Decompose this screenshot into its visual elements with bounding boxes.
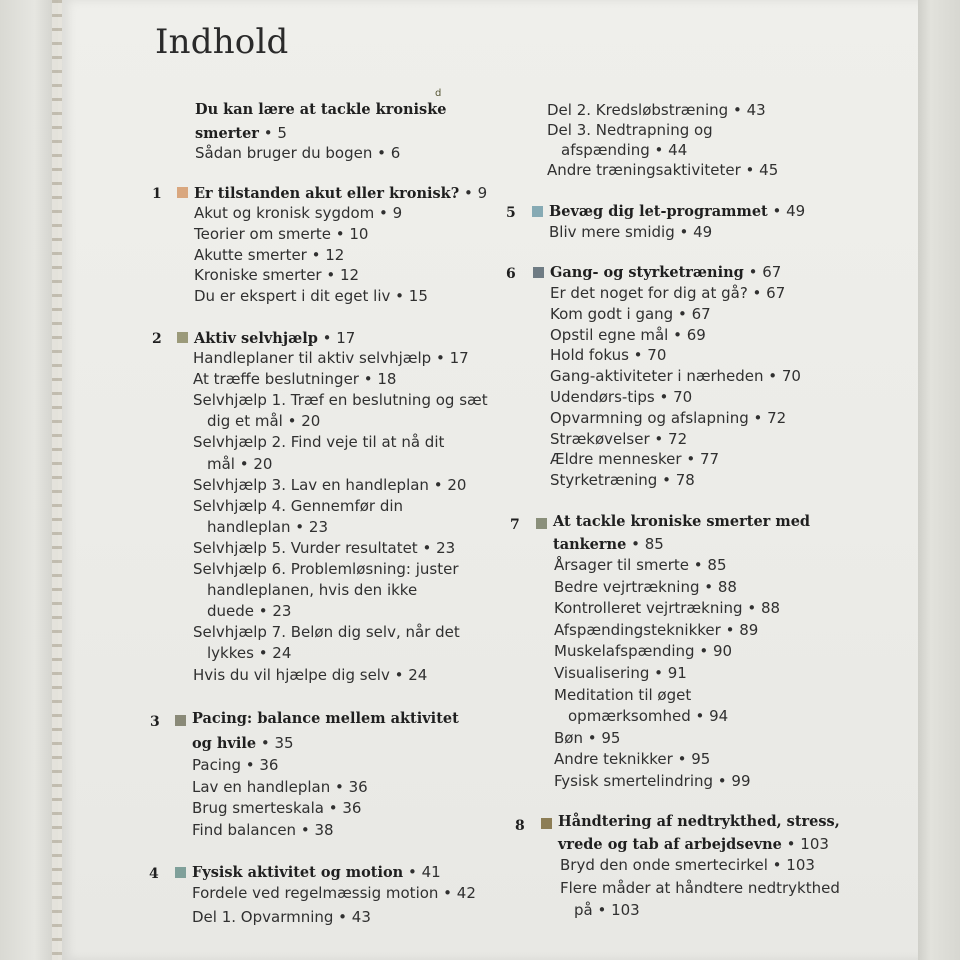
- toc-entry: Kontrolleret vejrtrækning • 88: [554, 599, 781, 618]
- toc-entry: duede • 23: [207, 602, 292, 621]
- toc-entry: lykkes • 24: [207, 644, 292, 663]
- toc-entry: Fysisk smertelindring • 99: [554, 772, 751, 790]
- toc-entry: handleplan • 23: [207, 517, 328, 536]
- toc-entry: handleplanen, hvis den ikke: [207, 581, 418, 600]
- toc-entry: Del 1. Opvarmning • 43: [192, 907, 371, 926]
- toc-entry: Meditation til øget: [554, 685, 692, 704]
- chapter-2-number: 2: [152, 331, 162, 347]
- toc-entry: afspænding • 44: [561, 141, 688, 159]
- page-title: Indhold: [155, 22, 289, 62]
- chapter-6-number: 6: [506, 266, 516, 282]
- chapter-6-page: 67: [762, 263, 782, 281]
- chapter-7-title-line1: At tackle kroniske smerter med: [553, 513, 811, 530]
- toc-entry: Pacing • 36: [192, 756, 279, 774]
- intro-sub: Sådan bruger du bogen • 6: [195, 144, 401, 162]
- chapter-5-page: 49: [786, 202, 806, 220]
- chapter-7-title-text: tankerne: [553, 536, 627, 553]
- toc-entry: Hold fokus • 70: [550, 346, 667, 365]
- chapter-6-color-square: [533, 267, 544, 278]
- toc-entry: Andre træningsaktiviteter • 45: [547, 161, 779, 179]
- toc-entry: Opvarmning og afslapning • 72: [550, 408, 787, 427]
- chapter-3-title-line1: Pacing: balance mellem aktivitet: [192, 710, 459, 727]
- toc-entry: Teorier om smerte • 10: [194, 224, 369, 243]
- chapter-4-title: Fysisk aktivitet og motion • 41: [192, 863, 441, 881]
- toc-entry: Gang-aktiviteter i nærheden • 70: [550, 367, 801, 386]
- chapter-8-page: 103: [800, 835, 829, 853]
- chapter-8-number: 8: [515, 818, 525, 834]
- toc-entry: Styrketræning • 78: [550, 471, 695, 490]
- toc-entry: mål • 20: [207, 454, 273, 473]
- chapter-6-title: Gang- og styrketræning • 67: [550, 263, 782, 281]
- toc-entry: Strækøvelser • 72: [550, 429, 688, 448]
- chapter-4-page: 41: [421, 863, 441, 881]
- intro-heading-page: 5: [277, 124, 287, 142]
- chapter-8-title-line1: Håndtering af nedtrykthed, stress,: [558, 813, 840, 830]
- toc-entry: Udendørs-tips • 70: [550, 388, 693, 406]
- ink-mark: ⅾ: [435, 88, 442, 99]
- chapter-7-page: 85: [644, 535, 664, 553]
- toc-entry: Hvis du vil hjælpe dig selv • 24: [193, 665, 428, 684]
- right-page-edge: [918, 0, 960, 960]
- chapter-6-title-text: Gang- og styrketræning: [550, 264, 744, 281]
- toc-entry: Muskelafspænding • 90: [554, 642, 733, 661]
- left-page-edge: [0, 0, 58, 960]
- toc-entry: Find balancen • 38: [192, 821, 334, 840]
- chapter-1-number: 1: [152, 186, 162, 202]
- intro-sub-page: 6: [390, 144, 401, 162]
- chapter-7-color-square: [536, 518, 547, 529]
- toc-entry: Del 3. Nedtrapning og: [547, 121, 713, 139]
- toc-entry: Bedre vejrtrækning • 88: [554, 577, 737, 596]
- chapter-3-title-text: og hvile: [192, 735, 257, 752]
- chapter-1-color-square: [177, 187, 188, 198]
- toc-entry: Ældre mennesker • 77: [550, 450, 720, 469]
- chapter-1-page: 9: [477, 184, 488, 202]
- toc-entry: Årsager til smerte • 85: [554, 556, 727, 574]
- toc-entry: Bliv mere smidig • 49: [549, 223, 713, 241]
- toc-entry: Handleplaner til aktiv selvhjælp • 17: [193, 349, 469, 367]
- chapter-4-number: 4: [149, 866, 159, 882]
- chapter-2-title-text: Aktiv selvhjælp: [194, 330, 318, 347]
- chapter-5-title: Bevæg dig let-programmet • 49: [549, 202, 806, 220]
- toc-entry: opmærksomhed • 94: [568, 707, 729, 726]
- toc-entry: Kroniske smerter • 12: [194, 266, 360, 285]
- toc-entry: At træffe beslutninger • 18: [193, 370, 397, 389]
- toc-entry: Kom godt i gang • 67: [550, 304, 711, 323]
- toc-entry: Visualisering • 91: [554, 664, 687, 682]
- chapter-3-title-line2: og hvile • 35: [192, 734, 294, 752]
- toc-entry: Afspændingsteknikker • 89: [554, 620, 759, 639]
- toc-entry: Akut og kronisk sygdom • 9: [194, 204, 403, 222]
- toc-entry: Opstil egne mål • 69: [550, 325, 706, 344]
- chapter-1-title: Er tilstanden akut eller kronisk? • 9: [194, 184, 488, 202]
- toc-entry: Selvhjælp 6. Problemløsning: juster: [193, 560, 459, 578]
- chapter-4-title-text: Fysisk aktivitet og motion: [192, 864, 404, 881]
- toc-entry: dig et mål • 20: [207, 412, 321, 431]
- toc-entry: Selvhjælp 3. Lav en handleplan • 20: [193, 475, 467, 494]
- toc-entry: Er det noget for dig at gå? • 67: [550, 284, 786, 302]
- chapter-2-color-square: [177, 332, 188, 343]
- chapter-2-page: 17: [336, 329, 356, 347]
- toc-entry: på • 103: [574, 901, 640, 919]
- chapter-7-title-line2: tankerne • 85: [553, 535, 664, 553]
- toc-entry: Selvhjælp 7. Beløn dig selv, når det: [193, 623, 460, 642]
- toc-entry: Andre teknikker • 95: [554, 750, 711, 769]
- toc-entry: Flere måder at håndtere nedtrykthed: [560, 878, 840, 897]
- toc-entry: Du er ekspert i dit eget liv • 15: [194, 287, 428, 306]
- chapter-5-number: 5: [506, 205, 516, 221]
- toc-entry: Akutte smerter • 12: [194, 245, 345, 264]
- toc-entry: Bøn • 95: [554, 728, 621, 747]
- toc-entry: Fordele ved regelmæssig motion • 42: [192, 884, 476, 902]
- chapter-8-title-line2: vrede og tab af arbejdsevne • 103: [558, 835, 829, 853]
- intro-heading-line2: smerter • 5: [195, 124, 287, 142]
- chapter-3-number: 3: [150, 714, 160, 730]
- toc-entry: Brug smerteskala • 36: [192, 799, 362, 818]
- chapter-8-title-text: vrede og tab af arbejdsevne: [558, 836, 782, 853]
- chapter-7-number: 7: [510, 517, 520, 533]
- toc-entry: Selvhjælp 4. Gennemfør din: [193, 496, 404, 515]
- intro-heading-line1: Du kan lære at tackle kroniske: [195, 101, 447, 118]
- chapter-2-title: Aktiv selvhjælp • 17: [194, 329, 356, 347]
- toc-entry: Lav en handleplan • 36: [192, 777, 368, 796]
- toc-entry: Del 2. Kredsløbstræning • 43: [547, 101, 766, 119]
- toc-entry: Selvhjælp 5. Vurder resultatet • 23: [193, 538, 456, 557]
- chapter-8-color-square: [541, 818, 552, 829]
- toc-entry: Bryd den onde smertecirkel • 103: [560, 856, 815, 874]
- chapter-5-color-square: [532, 206, 543, 217]
- intro-sub-text: Sådan bruger du bogen: [195, 144, 373, 162]
- chapter-1-title-text: Er tilstanden akut eller kronisk?: [194, 185, 460, 202]
- intro-heading-text: smerter: [195, 125, 259, 142]
- chapter-4-color-square: [175, 867, 186, 878]
- toc-entry: Selvhjælp 1. Træf en beslutning og sæt: [193, 391, 488, 410]
- toc-entry: Selvhjælp 2. Find veje til at nå dit: [193, 433, 445, 452]
- chapter-3-color-square: [175, 715, 186, 726]
- chapter-5-title-text: Bevæg dig let-programmet: [549, 203, 768, 220]
- book-binding: [52, 0, 62, 960]
- chapter-3-page: 35: [274, 734, 294, 752]
